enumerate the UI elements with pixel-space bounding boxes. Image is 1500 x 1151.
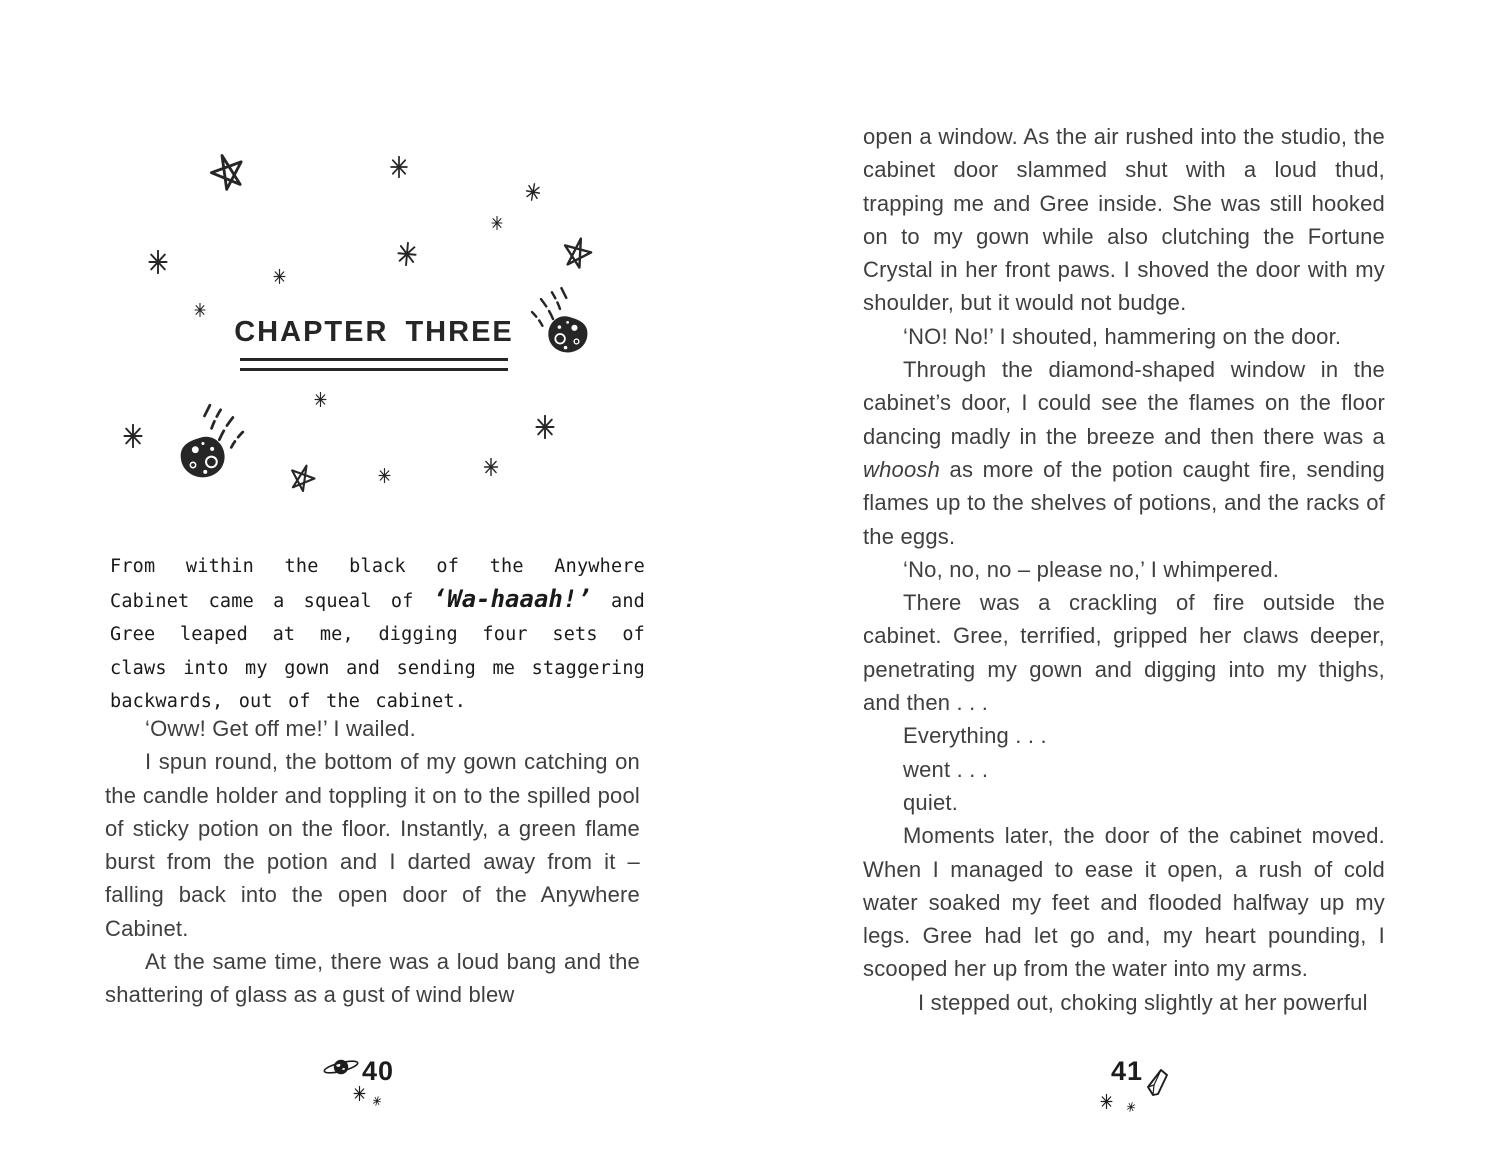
asterisk-star-icon — [121, 424, 145, 448]
asterisk-star-icon — [490, 216, 504, 230]
paragraph — [863, 753, 1385, 786]
sketch-star-icon — [283, 459, 321, 497]
page-text-right — [863, 120, 1385, 1019]
text-segment: ‘NO! No!’ I shouted, hammering on the door. — [903, 323, 1342, 349]
text-segment: Everything . . . — [903, 723, 1047, 749]
handwritten-paragraph — [110, 550, 645, 718]
text-segment: There was a crackling of fire outside the cabinet. Gree, terrified, gripped her claws deeper, penetrating my gown and digging into my thighs, and then . . . — [863, 590, 1385, 716]
text-segment: At the same time, there was a loud bang and the shattering of glass as a gust of wind blew — [105, 949, 640, 1008]
asterisk-star-icon — [394, 241, 420, 267]
asterisk-star-icon — [1099, 1094, 1114, 1109]
handwritten-text — [110, 550, 645, 718]
asterisk-star-icon — [371, 1095, 383, 1107]
asterisk-star-icon — [533, 415, 557, 439]
text-segment: whoosh — [863, 456, 941, 482]
text-segment: ‘Oww! Get off me!’ I wailed. — [145, 716, 416, 741]
asterisk-star-icon — [352, 1086, 367, 1101]
text-segment: I stepped out, choking slightly at her powerful — [918, 989, 1368, 1015]
page-text-left — [105, 712, 640, 1012]
text-segment: open a window. As the air rushed into the studio, the cabinet door slammed shut with a loud thud, trapping me and Gree inside. She was still hooked on to my gown while also clutching the Fortune Crystal in her front paws. I shoved the door with my shoulder, but it would not budge. — [863, 124, 1385, 316]
planet-icon — [322, 1056, 360, 1078]
text-segment: as more of the potion caught fire, sending flames up to the shelves of potions, and the racks of the eggs. — [863, 456, 1385, 549]
chapter-heading — [100, 316, 648, 371]
paragraph — [863, 819, 1385, 985]
paragraph — [105, 712, 640, 745]
text-segment: From within the black of the Anywhere Cabinet came a squeal of — [110, 556, 645, 613]
asterisk-star-icon — [523, 182, 544, 203]
asterisk-star-icon — [272, 269, 287, 284]
paragraph — [863, 786, 1385, 819]
asteroid-icon — [170, 396, 262, 488]
text-segment: ‘No, no, no – please no,’ I whimpered. — [903, 556, 1280, 582]
paragraph — [863, 719, 1385, 752]
chapter-title: CHAPTER THREE — [234, 316, 514, 348]
text-segment: Through the diamond-shaped window in the cabinet’s door, I could see the flames on the floor dancing madly in the breeze and then there was a — [863, 357, 1385, 449]
page-number-left: 40 — [362, 1056, 395, 1086]
text-segment: I spun round, the bottom of my gown catching on the candle holder and toppling it on to the spilled pool of sticky potion on the floor. Instantly, a green flame burst from the potion and I darted away from it – falling back into the open door of the Anywhere Cabinet. — [105, 749, 640, 941]
asterisk-star-icon — [193, 303, 207, 317]
paragraph — [863, 320, 1385, 353]
crystal-icon — [1145, 1066, 1171, 1098]
text-segment: Moments later, the door of the cabinet moved. When I managed to ease it open, a rush of cold water soaked my feet and flooded halfway up my legs. Gree had let go and, my heart pounding, I scooped her up from the water into my arms. — [863, 823, 1385, 982]
asterisk-star-icon — [146, 250, 170, 274]
asterisk-star-icon — [482, 458, 500, 476]
chapter-illustration — [100, 130, 660, 545]
text-segment: went . . . — [903, 756, 989, 782]
sketch-star-icon — [202, 146, 253, 197]
text-segment: ‘Wa-haaah!’ — [432, 585, 592, 614]
paragraph — [863, 553, 1385, 586]
text-segment: quiet. — [903, 789, 959, 815]
page-right — [863, 0, 1388, 1151]
paragraph — [105, 745, 640, 945]
asterisk-star-icon — [377, 468, 392, 483]
paragraph — [863, 586, 1385, 719]
page-number-right: 41 — [1111, 1056, 1144, 1086]
asterisk-star-icon — [388, 156, 410, 178]
chapter-title-rule — [240, 358, 508, 371]
paragraph — [863, 986, 1385, 1019]
asterisk-star-icon — [1125, 1101, 1137, 1113]
paragraph — [863, 353, 1385, 553]
text-segment: and Gree leaped at me, digging four sets of claws into my gown and sending me staggering backwards, out of the cabinet. — [110, 591, 645, 712]
asterisk-star-icon — [313, 392, 328, 407]
paragraph — [105, 945, 640, 1012]
sketch-star-icon — [556, 232, 598, 274]
page-left — [100, 0, 660, 1151]
paragraph — [863, 120, 1385, 320]
